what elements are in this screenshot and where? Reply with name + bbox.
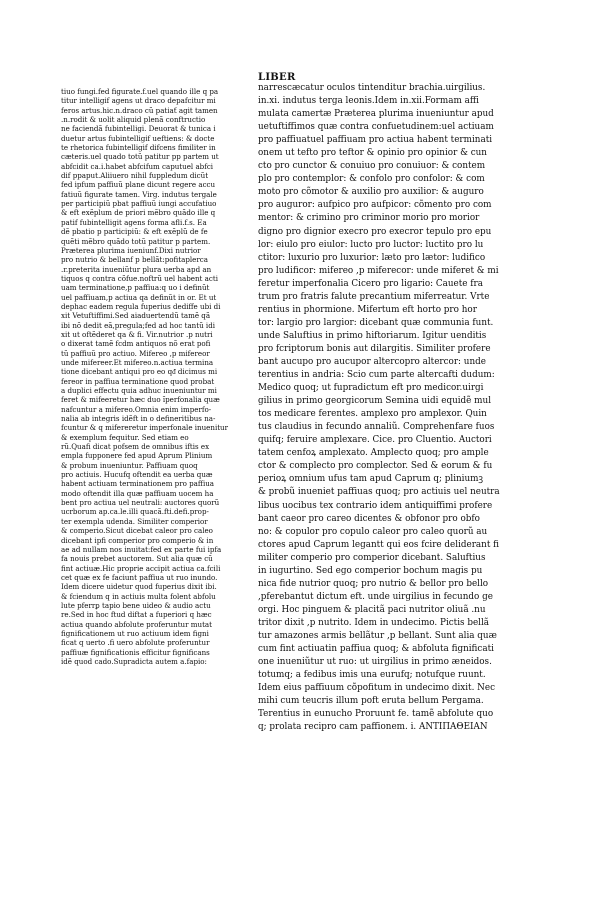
commentary-line: uam terminatione,p paffiua:q uo i definũt (61, 283, 210, 293)
text-line: tus claudius in fecundo annaliũ. Comprehenfare fuos (258, 422, 495, 433)
text-line: narrescæcatur oculos tintenditur brachia.uirgilius. (258, 83, 486, 93)
text-line: tos medicare ferentes. amplexo pro amplexor. Quin (258, 409, 487, 420)
commentary-line: fint actiuæ.Hic proprie accipit actiua ca.fcili (61, 563, 221, 573)
text-line: Idem eius paffiuum cõpofitum in undecimo dixit. Nec (258, 683, 496, 694)
commentary-line: uel paffiuam,p actiua qa definũt in or. Et ut (61, 292, 217, 302)
commentary-line: bent pro actiua uel neutrali: auctores quorũ (61, 498, 220, 508)
text-line: quifq; feruire amplexare. Cice. pro Cluentio. Auctori (258, 435, 492, 446)
text-line: bant aucupo pro aucupor altercopro altercor: unde (258, 356, 486, 367)
commentary-line: ucrborum ap.ca.le.illi quacã.fti.defi.prop- (61, 507, 209, 517)
commentary-line: lute pferrꝑ tapio bene uideo & audio actu (61, 600, 211, 610)
text-line: cto pro cunctor & conuiuo pro conuiuor: & contem (258, 161, 486, 172)
text-line: moto pro cõmotor & auxilio pro auxilior: & auguro (258, 187, 484, 198)
commentary-line: fcuntur & q mifereretur imperfonale inuenitur (61, 423, 229, 433)
text-line: tur amazones armis bellãtur ,p bellant. Sunt alia quæ (258, 630, 497, 641)
commentary-line: unde mifereer.Et mifereo.n.actiua termina (61, 357, 214, 367)
commentary-line: te rhetorica fubintelligif difcens fimiliter in (61, 143, 216, 153)
commentary-line: xit Vetuftiffimi.Sed aiaduertendũ tamẽ qã (61, 311, 211, 321)
commentary-line: feret & mifeeretur hæc duo ĩperfonalia quæ (61, 395, 220, 405)
text-line: Medico quoq; ut fupradictum eft pro medicor.uirgi (258, 383, 484, 394)
commentary-line: & exemplum fequitur. Sed etiam eo (61, 432, 189, 442)
text-line: lor: eiulo pro eiulor: lucto pro luctor: luctito pro lu (258, 239, 484, 250)
commentary-line: re.Sed in hoc ftud diftat a fuperiori q hæc (61, 610, 212, 620)
text-line: pro auguror: aufpico pro aufpicor: cõmento pro com (258, 200, 492, 211)
text-line: pro ludificor: mifereo ,p miferecor: unde miferet & mi (258, 265, 499, 276)
commentary-line: a duplici effectu quia adhuc inueniuntur mi (61, 386, 217, 395)
commentary-line: per participiũ pbat paffiuũ iungi accufatiuo (61, 199, 217, 209)
commentary-line: cet quæ ex fe faciunt paffiua ut ruo inundo. (61, 572, 218, 582)
left-commentary-column (61, 87, 246, 666)
text-line: feretur imperfonalia Cicero pro ligario: Cauete fra (258, 278, 483, 289)
text-line: totumq; a fedibus imis una eurufq; notufque ruunt. (258, 670, 486, 681)
commentary-line: idẽ quod cado.Supradicta autem a.fapio: (61, 656, 207, 666)
commentary-line: ae ad nullam nos inuitat:fed ex parte fui ipfa (61, 544, 222, 554)
commentary-line: actiua quando abfolute proferuntur mutat (61, 619, 213, 629)
text-line: one inueniũtur ut ruo: ut uirgilius in primo æneidos. (258, 657, 492, 668)
text-line: digno pro dignior execro pro execror tepulo pro epu (258, 226, 492, 237)
commentary-line: ne faciendã fubintelligi. Deuorat & tunica i (61, 124, 216, 134)
commentary-line: .r.preterita inueniũtur plura uerba apd an (61, 264, 212, 274)
text-line: orgi. Hoc pinguem & placitã paci nutritor oliuã .nu (258, 604, 486, 615)
commentary-line: fereor in paffiua terminatione quod probat (61, 376, 215, 386)
text-line: in.xi. indutus terga leonis.Idem in.xii.Formam affi (258, 96, 479, 107)
text-line: no: & copulor pro copulo caleor pro caleo quorũ au (258, 526, 488, 537)
text-line: unde Saluftius in primo hiftoriarum. Igitur uenditis (258, 330, 487, 341)
text-line: uetuftiffimos quæ contra confuetudinem:uel actiuam (258, 122, 494, 133)
text-line: tatem cenfoꝝ amplexato. Amplecto quoq; pro ample (258, 448, 489, 459)
commentary-line: pro actiuis. Hucufq oftendit ea uerba quæ (61, 470, 213, 480)
commentary-line: pro nutrio & bellanf p bellãt:pofitaplerca (61, 255, 208, 265)
text-line: gilius in primo georgicorum Semina uidi equidẽ mul (258, 396, 492, 407)
commentary-line: tiuo fungi.fed figurate.f.uel quando ille q pa (61, 87, 219, 96)
text-line: plo pro contemplor: & confolo pro confolor: & com (258, 174, 485, 185)
commentary-line: nafcuntur a mifereo.Omnia enim imperfo- (61, 404, 212, 414)
commentary-line: dicebant ipfi comperior pro comperio & in (61, 535, 214, 545)
commentary-line: dẽ pbatio p participiũ: & eft exẽplũ de fe (61, 227, 208, 237)
text-line: trum pro fratris falute precantium miferreatur. Vrte (258, 291, 490, 302)
text-line: ,pferebantut dictum eft. unde uirgilius in fecundo ge (258, 591, 493, 602)
commentary-line: dephac eadem regula fuperius dediffe ubi di (61, 301, 221, 311)
commentary-line: feros artus.hic.n.draco cũ patiať agit tamen (61, 105, 218, 115)
running-head: LIBER (258, 72, 296, 83)
commentary-line: Præterea plurima iueniunf.Dixi nutrior (61, 245, 201, 255)
text-line: terentius in andria: Scio cum parte altercafti dudum: (258, 370, 495, 381)
commentary-line: modo oftendit illa quæ paffiuam uocem ha (61, 488, 214, 498)
text-line: bant caeor pro careo dicentes & obfonor pro obfo (258, 513, 480, 524)
right-main-text-column (258, 82, 543, 734)
commentary-line: fed ipfum paffiuũ plane dicunt regere accu (61, 180, 216, 190)
commentary-line: dif ppaput.Aliiuero nihil fuppledum dicũt (61, 171, 209, 181)
commentary-line: tiquos q contra cõfue.noftrũ uel habent acti (61, 273, 218, 283)
text-line: libus uocibus tex contrario idem antiquiffimi profere (258, 500, 493, 511)
text-line: q; prolata recipro cam paffionem. i. ΑΝΤΙΠΑΘΕΙΑΝ (258, 722, 488, 733)
commentary-line: duetur artus fubintelligif ueftiens: & docte (61, 133, 215, 143)
text-line: tritor dixit ,p nutrito. Idem in undecimo. Pictis bellã (258, 617, 490, 628)
text-line: Terentius in eunucho Proruunt fe. tamẽ abfolute quo (258, 709, 494, 720)
text-line: mulata camertæ Præterea plurima inueniuntur apud (258, 109, 494, 120)
commentary-line: fatiuũ figurate tamen. Virg. indutus tergale (61, 189, 217, 199)
text-line: mentor: & crimino pro criminor morio pro morior (258, 213, 480, 224)
commentary-line: .n.rodit & uolit aliquid plenã conftructio (61, 115, 206, 125)
text-line: in iugurtino. Sed ego comperior bochum magis pu (258, 565, 483, 576)
text-line: cum fint actiuatin paffiua quoq; & abfoluta fignificati (258, 644, 494, 655)
commentary-line: rũ.Quafi dicat pofsem de omnibus iftis ex (61, 442, 210, 452)
commentary-line: cæteris.uel quado totũ patitur pp partem ut (61, 152, 219, 162)
commentary-line: titur intelligif agens ut draco depafcitur mi (61, 96, 216, 106)
text-line: rentius in phormione. Mifertum eft horto pro hor (258, 304, 477, 315)
commentary-line: & probum inueniuntur. Paffiuam quoq (61, 460, 198, 470)
commentary-line: Idem dicere uidetur quod fuperius dixit ibi. (61, 582, 217, 592)
text-line: pro paffiuatuel paffiuam pro actiua habent terminati (258, 135, 493, 146)
commentary-line: fignificationem ut ruo actiuum idem figni (61, 628, 209, 638)
text-line: militer comperio pro comperior dicebant. Saluftius (258, 552, 486, 563)
text-line: perioꝝ omnium ufus tam apud Caprum q; pliniumꝫ (258, 474, 483, 485)
commentary-line: tũ paffiuũ pro actiuo. Mifereo ,p mifereor (61, 348, 210, 358)
commentary-line: paffiuæ fignificationis efficitur fignificans (61, 647, 210, 657)
commentary-line: abfcidit ca.i.habet abfcifum caputuel abfci (61, 161, 214, 171)
commentary-line: ficat q uerto .fi uero abfolute proferuntur (61, 638, 210, 648)
commentary-line: o dixerat tamẽ fcdm antiquos nõ erat pofi (61, 339, 211, 349)
commentary-line: fa nouis prebet auctorem. Sut alia quæ cũ (61, 554, 213, 564)
text-line: mihi cum teucris illum poft eruta bellum Pergama. (258, 696, 484, 707)
text-line: ctor & complecto pro complector. Sed & eorum & fu (258, 461, 493, 472)
commentary-line: & eft exẽplum de priori mẽbro quãdo ille q (61, 208, 216, 218)
commentary-line: quẽti mẽbro quãdo totũ patitur p partem. (61, 236, 211, 246)
text-line: ctores apud Caprum legantt qui eos fcire deliderant fi (258, 539, 500, 550)
commentary-line: patif fubintelligit agens forma afli.f.s. Ea (61, 217, 207, 227)
commentary-line: ter exempla udenda. Similiter comperior (61, 516, 208, 526)
text-line: pro fcriptorum bonis aut dilargitis. Similiter profere (258, 343, 491, 354)
commentary-line: xit ut oftẽderet qa & fi. Vir.nutrior .p nutri (61, 329, 213, 339)
commentary-line: empla fupponere fed apud Aprum Plinium (61, 451, 213, 461)
commentary-line: tione dicebant antiqui pro eo qᵭ dicimus mi (61, 367, 218, 377)
commentary-line: nalia ab integris idẽft in o defineritibus na- (61, 414, 216, 424)
commentary-line: ibi nõ dedit eã,pregula;fed ad hoc tantũ idi (61, 320, 216, 330)
text-line: nica fide nutrior quoq; pro nutrio & bellor pro bello (258, 578, 489, 589)
text-line: ctitor: luxurio pro luxurior: læto pro lætor: ludifico (258, 252, 486, 263)
commentary-line: & fciendum q in actiuis multa folent abfolu (61, 591, 216, 601)
text-line: tor: largio pro largior: dicebant quæ communia funt. (258, 317, 494, 328)
commentary-line: & comperio.Sicut dicebat caleor pro caleo (61, 526, 213, 536)
commentary-line: habent actiuam terminationem pro paffiua (61, 479, 215, 489)
text-line: & probũ inueniet paffiuas quoq; pro actiuis uel neutra (258, 487, 500, 498)
text-line: onem ut tefto pro teftor & opinio pro opinior & cun (258, 148, 487, 159)
